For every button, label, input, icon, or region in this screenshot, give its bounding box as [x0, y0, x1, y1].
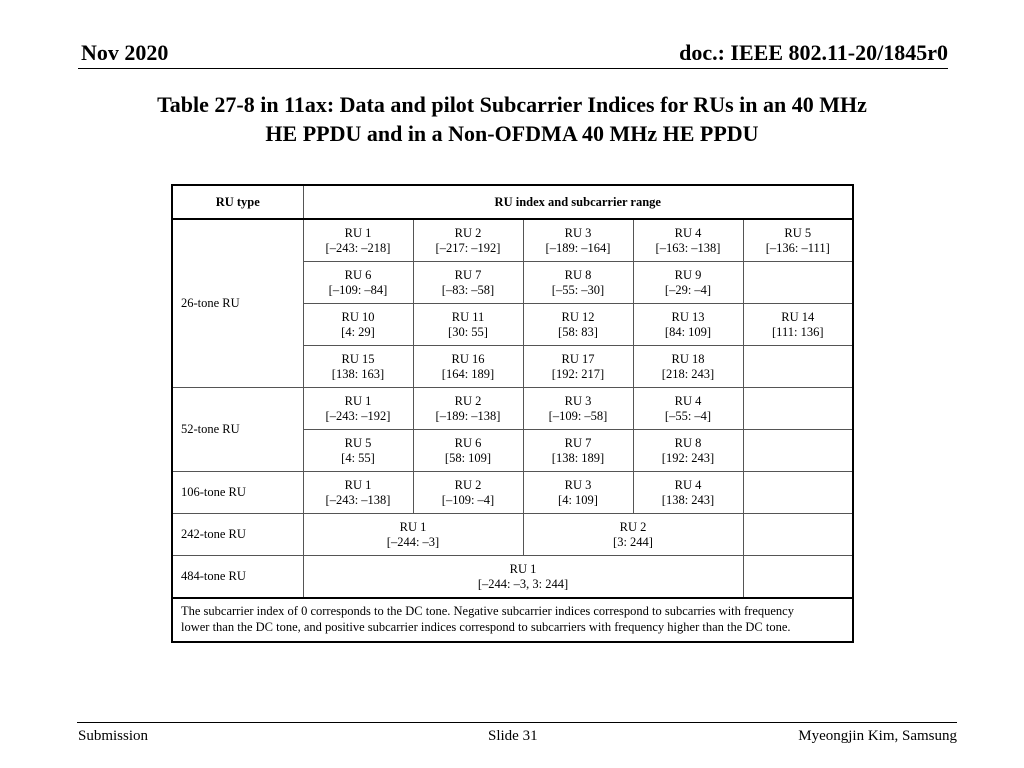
ru-label: RU 2 [619, 519, 647, 534]
empty-cell [743, 430, 853, 472]
header-doc-id: doc.: IEEE 802.11-20/1845r0 [679, 40, 948, 65]
ru-label: RU 2 [454, 225, 482, 240]
ru-cell [523, 430, 633, 472]
ru-label: RU 6 [454, 435, 482, 450]
ru-label: RU 2 [454, 477, 482, 492]
ru-cell [303, 556, 743, 599]
table-row [172, 388, 853, 430]
ru-label: RU 16 [451, 351, 485, 366]
ru-range: [–109: –84] [328, 282, 388, 297]
header-divider [78, 68, 948, 69]
ru-range: [–243: –192] [325, 408, 391, 423]
table-row [172, 556, 853, 599]
ru-cell [413, 304, 523, 346]
ru-label: RU 4 [674, 477, 702, 492]
ru-range: [4: 55] [341, 450, 375, 465]
ru-label: RU 13 [671, 309, 705, 324]
ru-label: RU 3 [564, 477, 592, 492]
ru-cell [523, 514, 743, 556]
empty-cell [743, 514, 853, 556]
ru-cell [303, 472, 413, 514]
ru-cell [413, 219, 523, 262]
table-row [172, 514, 853, 556]
ru-label: RU 8 [564, 267, 592, 282]
empty-cell [743, 556, 853, 599]
ru-cell [523, 219, 633, 262]
ru-cell [523, 388, 633, 430]
ru-cell [633, 346, 743, 388]
ru-label: RU 17 [561, 351, 595, 366]
ru-label: RU 3 [564, 225, 592, 240]
ru-range: [58: 109] [444, 450, 492, 465]
ru-cell [633, 219, 743, 262]
ru-label: RU 7 [454, 267, 482, 282]
ru-label: RU 10 [341, 309, 375, 324]
footer-divider [77, 722, 957, 723]
ru-cell [303, 514, 523, 556]
ru-type-26-tone: 26-tone RU [172, 219, 303, 388]
ru-label: RU 7 [564, 435, 592, 450]
ru-cell [303, 219, 413, 262]
ru-range: [111: 136] [772, 324, 824, 339]
slide-title [60, 90, 964, 148]
ru-cell [633, 262, 743, 304]
ru-cell [413, 346, 523, 388]
ru-range: [–189: –164] [545, 240, 611, 255]
ru-cell [303, 262, 413, 304]
ru-range: [–55: –30] [551, 282, 605, 297]
ru-cell [743, 304, 853, 346]
empty-cell [743, 262, 853, 304]
ru-label: RU 5 [784, 225, 812, 240]
table-row [172, 472, 853, 514]
ru-range: [–29: –4] [664, 282, 712, 297]
ru-type-242-tone: 242-tone RU [172, 514, 303, 556]
ru-range: [–243: –138] [325, 492, 391, 507]
table-header-row [172, 185, 853, 219]
ru-range: [–163: –138] [655, 240, 721, 255]
ru-cell [633, 472, 743, 514]
ru-range: [58: 83] [558, 324, 598, 339]
empty-cell [743, 346, 853, 388]
ru-label: RU 2 [454, 393, 482, 408]
ru-range: [84: 109] [664, 324, 712, 339]
ru-range: [–109: –58] [548, 408, 608, 423]
ru-range: [138: 189] [551, 450, 605, 465]
ru-type-106-tone: 106-tone RU [172, 472, 303, 514]
ru-cell [413, 472, 523, 514]
ru-label: RU 4 [674, 393, 702, 408]
ru-range: [192: 217] [551, 366, 605, 381]
ru-range: [138: 163] [331, 366, 385, 381]
ru-table-container [171, 184, 854, 643]
ru-type-52-tone: 52-tone RU [172, 388, 303, 472]
ru-range: [–55: –4] [664, 408, 712, 423]
header-ru-type: RU type [172, 185, 303, 219]
ru-range: [–136: –111] [765, 240, 830, 255]
header-date: Nov 2020 [81, 40, 169, 65]
ru-cell [303, 304, 413, 346]
ru-cell [523, 472, 633, 514]
ru-label: RU 9 [674, 267, 702, 282]
table-note-line-1: The subcarrier index of 0 corresponds to the DC tone. Negative subcarrier indices correspond to subcarries with frequency [181, 604, 794, 618]
ru-cell [633, 430, 743, 472]
ru-range: [–109: –4] [441, 492, 495, 507]
ru-range: [218: 243] [661, 366, 715, 381]
footer-author: Myeongjin Kim, Samsung [798, 728, 957, 744]
slide-title-line-1: Table 27-8 in 11ax: Data and pilot Subcarrier Indices for RUs in an 40 MHz [157, 92, 867, 117]
ru-range: [4: 29] [341, 324, 375, 339]
empty-cell [743, 472, 853, 514]
ru-type-484-tone: 484-tone RU [172, 556, 303, 599]
ru-cell [413, 430, 523, 472]
ru-range: [4: 109] [558, 492, 598, 507]
ru-range: [138: 243] [661, 492, 715, 507]
footer-submission: Submission [78, 728, 149, 744]
ru-range: [3: 244] [613, 534, 653, 549]
ru-cell [303, 388, 413, 430]
ru-label: RU 18 [671, 351, 705, 366]
ru-range: [192: 243] [661, 450, 715, 465]
ru-label: RU 1 [344, 393, 372, 408]
ru-label: RU 1 [399, 519, 427, 534]
ru-range: [–244: –3, 3: 244] [477, 576, 569, 591]
ru-cell [303, 346, 413, 388]
ru-range: [164: 189] [441, 366, 495, 381]
ru-cell [523, 304, 633, 346]
ru-cell [633, 304, 743, 346]
ru-range: [–244: –3] [386, 534, 440, 549]
ru-label: RU 8 [674, 435, 702, 450]
ru-cell [743, 219, 853, 262]
table-note-row [172, 598, 853, 642]
ru-cell [523, 346, 633, 388]
ru-cell [633, 388, 743, 430]
footer-slide-number: Slide 31 [488, 728, 538, 744]
header-ru-index: RU index and subcarrier range [303, 185, 853, 219]
ru-label: RU 3 [564, 393, 592, 408]
ru-cell [413, 262, 523, 304]
ru-subcarrier-table [171, 184, 854, 643]
ru-label: RU 1 [509, 561, 537, 576]
ru-label: RU 11 [451, 309, 485, 324]
empty-cell [743, 388, 853, 430]
ru-cell [413, 388, 523, 430]
ru-cell [303, 430, 413, 472]
ru-label: RU 15 [341, 351, 375, 366]
ru-range: [–217: –192] [435, 240, 501, 255]
ru-label: RU 14 [781, 309, 815, 324]
ru-label: RU 12 [561, 309, 595, 324]
ru-label: RU 5 [344, 435, 372, 450]
ru-range: [30: 55] [448, 324, 488, 339]
ru-label: RU 4 [674, 225, 702, 240]
ru-range: [–189: –138] [435, 408, 501, 423]
ru-cell [523, 262, 633, 304]
ru-label: RU 6 [344, 267, 372, 282]
table-note-line-2: lower than the DC tone, and positive subcarrier indices correspond to subcarriers with frequency higher than the DC tone. [181, 620, 791, 634]
ru-label: RU 1 [344, 477, 372, 492]
ru-range: [–83: –58] [441, 282, 495, 297]
slide-title-line-2: HE PPDU and in a Non-OFDMA 40 MHz HE PPDU [265, 121, 759, 146]
ru-label: RU 1 [344, 225, 372, 240]
table-note [172, 598, 853, 642]
ru-range: [–243: –218] [325, 240, 391, 255]
table-row [172, 219, 853, 262]
